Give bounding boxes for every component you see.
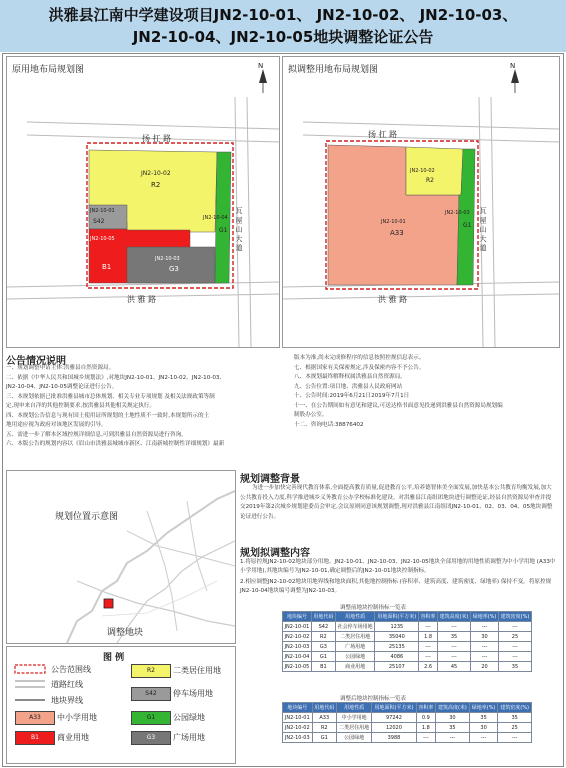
- notice-line: 十一、在公告期间如有意见和建议,可送达格书面意见投递到洪雅县自然资源局规划编: [294, 402, 503, 409]
- table-row: [283, 652, 532, 662]
- table-cell: G1: [311, 652, 335, 662]
- table-cell: JN2-10-02: [283, 723, 313, 733]
- table-row: [283, 723, 532, 733]
- table-cell: 商业用地: [335, 662, 375, 672]
- legend-label-g3: 广场用地: [173, 733, 205, 742]
- table-cell: 二类居住用地: [335, 632, 375, 642]
- notice-line: 三、本规划依据已批准洪雅县城市总体规划、相关专业专项规划 及相关法规政策等制: [6, 393, 215, 400]
- content-item-1: 1.将原控规JN2-10-02地块部分用地、JN2-10-01、JN2-10-03、JN2-10-05地块全部用地的用地性质调整为中小学用地 (A33中小学用地),其地块编号为JN2-10-01,确定调整后的JN2-10-01地块控制指标。: [240, 559, 556, 574]
- legend-swatch-g1: G1: [131, 711, 171, 725]
- table-cell: JN2-10-05: [283, 662, 312, 672]
- table-cell: 3988: [372, 733, 417, 743]
- road-right-label: 瓦 屋 山 大 道: [235, 207, 243, 251]
- table-cell: ---: [419, 642, 438, 652]
- legend-swatch-s42: S42: [131, 687, 171, 701]
- table-cell: 4086: [375, 652, 419, 662]
- label-jn02: JN2-10-02: [410, 168, 435, 174]
- table-cell: ---: [471, 622, 499, 632]
- table-header-cell: 绿地率(%): [471, 612, 499, 622]
- notice-line: 九、公告位置:项目地、洪雅县人民政府网站: [294, 383, 403, 390]
- table-cell: ---: [469, 733, 497, 743]
- table-header-cell: 用地性质: [335, 612, 375, 622]
- table-cell: 97242: [372, 713, 417, 723]
- table-row: [283, 642, 532, 652]
- legend-swatch-b1: B1: [15, 731, 55, 745]
- notice-line: 二、依据《中华人民共和国城乡规划法》,对地块JN2-10-01、JN2-10-02、JN2-10-03、: [6, 374, 226, 381]
- notice-heading: 公告情况说明: [6, 356, 66, 367]
- table-header-cell: 用地代码: [311, 612, 335, 622]
- notice-line: 制股办公室。: [294, 412, 328, 418]
- table-cell: 35: [469, 713, 497, 723]
- background-heading: 规划调整背景: [240, 474, 300, 485]
- orig-table-caption: 调整前地块控制指标一览表: [340, 605, 407, 611]
- table-header-cell: 建筑密度(%): [498, 703, 532, 713]
- label-jn03: JN2-10-03: [155, 256, 180, 262]
- legend-label-b1: 商业用地: [57, 733, 89, 742]
- notice-left-col: [6, 364, 288, 450]
- notice-line: 定,现申来自洋的其他控制要求,按洪雅县其他相关规定执行。: [6, 403, 155, 409]
- legend-title: 图 例: [103, 653, 125, 663]
- original-map-panel: [6, 56, 280, 348]
- table-cell: JN2-10-03: [283, 642, 312, 652]
- table-header-row: [283, 612, 532, 622]
- table-cell: 广场用地: [335, 642, 375, 652]
- label-s42: S42: [93, 218, 105, 225]
- table-cell: G3: [311, 642, 335, 652]
- table-cell: 1235: [375, 622, 419, 632]
- table-cell: JN2-10-01: [283, 713, 313, 723]
- table-cell: ---: [437, 652, 470, 662]
- label-jn01: JN2-10-01: [381, 219, 406, 225]
- table-cell: 25107: [375, 662, 419, 672]
- notice-right-col: [294, 354, 556, 430]
- adjusted-parcel-marker: [104, 599, 113, 608]
- table-cell: B1: [311, 662, 335, 672]
- table-cell: 45: [437, 662, 470, 672]
- notice-line: 五、需进一步了解本区域控规详细信息,可到洪雅县自然资源局进行咨询。: [6, 431, 187, 438]
- background-text: 为进一步加快完善现代教育体系,全面提高教育质量,促进教育公平,培养德智体美全面发展,加快基本公共教育均衡发展,加大公共教育投入力度,科学推进城乡义务教育公办学校标准化建设。对洪雅县江南组团地块进行调整论证,经县自然资源局审查并提交2019年第2次城乡规划建委员会审定,会议原则同意该规划调整,现对洪雅县江南组团JN2-10-01、02、03、04、05地块调整论证进行公告。: [240, 485, 553, 520]
- notice-line: 四、本规划公告信息与现有国土使用证所规划的土地性质不一致时,本规划所示的土: [6, 412, 210, 419]
- table-cell: 30: [435, 713, 469, 723]
- table-header-cell: 建筑密度(%): [498, 612, 531, 622]
- legend-swatch-a33: A33: [15, 711, 55, 725]
- label-jn04: JN2-10-04: [203, 215, 228, 221]
- legend-panel: [6, 646, 236, 764]
- page-title-line1: 洪雅县江南中学建设项目JN2-10-01、 JN2-10-02、 JN2-10-03、: [48, 6, 518, 24]
- road-bottom-label: 洪 雅 路: [378, 295, 408, 304]
- legend-label-s42: 停车场用地: [173, 689, 213, 698]
- table-cell: 25: [498, 723, 532, 733]
- background-section: [240, 470, 558, 540]
- table-cell: 公园绿地: [337, 733, 372, 743]
- table-cell: 中小学用地: [337, 713, 372, 723]
- table-cell: JN2-10-04: [283, 652, 312, 662]
- table-cell: R2: [311, 632, 335, 642]
- table-cell: 公园绿地: [335, 652, 375, 662]
- table-cell: S42: [311, 622, 335, 632]
- table-cell: 35040: [375, 632, 419, 642]
- table-cell: ---: [419, 652, 438, 662]
- notice-line: 七、根据国家有关保密规定,涉及保密内容不予公告。: [294, 364, 425, 371]
- table-cell: 社会停车场用地: [335, 622, 375, 632]
- page-title-line2: JN2-10-04、JN2-10-05地块调整论证公告: [132, 28, 434, 46]
- table-cell: 35: [435, 723, 469, 733]
- table-cell: 1.8: [419, 632, 438, 642]
- table-header-cell: 用地面积(平方米): [372, 703, 417, 713]
- content-heading: 规划拟调整内容: [240, 548, 310, 559]
- road-top-label: 扬 扛 路: [142, 134, 172, 143]
- table-cell: 1.8: [416, 723, 435, 733]
- north-arrow-icon: [511, 69, 519, 93]
- notice-line: 一、规划调整申请主体:洪雅县自然资源局。: [6, 365, 115, 371]
- table-cell: ---: [435, 733, 469, 743]
- label-g3: G3: [169, 265, 179, 273]
- table-cell: 30: [471, 632, 499, 642]
- table-cell: A33: [312, 713, 337, 723]
- table-cell: 二类居住用地: [337, 723, 372, 733]
- new-table-caption: 调整后地块控制指标一览表: [340, 696, 407, 702]
- north-label: N: [510, 62, 516, 70]
- table-cell: 25: [498, 632, 531, 642]
- proposed-map-panel: [282, 56, 560, 348]
- title-banner: [0, 0, 566, 52]
- table-cell: ---: [498, 733, 532, 743]
- label-g1: G1: [463, 222, 472, 229]
- table-cell: ---: [498, 652, 531, 662]
- notice-line: 十二、咨询电话:38876402: [294, 421, 364, 428]
- table-row: [283, 662, 532, 672]
- label-a33: A33: [390, 229, 404, 237]
- proposed-map-title: 拟调整用地布局规划图: [288, 65, 379, 75]
- north-arrow-icon: [259, 69, 267, 93]
- table-cell: 25135: [375, 642, 419, 652]
- location-map: [7, 471, 235, 643]
- content-section: [240, 544, 558, 600]
- label-jn02: JN2-10-02: [141, 170, 171, 177]
- notice-line: 八、本规划最终解释权属洪雅县自然资源局。: [294, 374, 406, 380]
- new-index-table: [282, 702, 532, 743]
- table-cell: ---: [498, 642, 531, 652]
- notice-line: JN2-10-04、JN2-10-05调整论证进行公告。: [6, 384, 118, 390]
- table-cell: ---: [498, 622, 531, 632]
- table-cell: ---: [471, 642, 499, 652]
- location-map-title: 规划位置示意图: [55, 512, 119, 522]
- legend-label-boundary: 公告范围线: [51, 665, 91, 674]
- table-cell: 35: [437, 632, 470, 642]
- table-cell: JN2-10-01: [283, 622, 312, 632]
- label-jn03: JN2-10-03: [445, 210, 470, 216]
- table-header-cell: 地块编号: [283, 612, 312, 622]
- table-header-cell: 建筑高度(米): [435, 703, 469, 713]
- table-header-cell: 地块编号: [283, 703, 313, 713]
- notice-section: [6, 352, 558, 468]
- label-r2: R2: [151, 181, 161, 189]
- road-right-label: 瓦 屋 山 大 道: [479, 207, 487, 251]
- table-cell: ---: [437, 622, 470, 632]
- table-header-row: [283, 703, 532, 713]
- content-item-2: 2.相应调整JN2-10-02地块用地界线和地块面积,其他地控制指标 (容积率、建筑高度、建筑密度、绿地率) 保持不变。将原控规JN2-10-04地块编号调整为JN2-10-03。: [240, 579, 552, 594]
- table-header-cell: 绿地率(%): [469, 703, 497, 713]
- table-cell: ---: [471, 652, 499, 662]
- table-cell: 20: [471, 662, 499, 672]
- legend-swatch-g3: G3: [131, 731, 171, 745]
- table-row: [283, 622, 532, 632]
- table-cell: 12020: [372, 723, 417, 733]
- label-jn01: JN2-10-01: [90, 208, 115, 214]
- proposed-map: [283, 57, 559, 347]
- table-cell: G1: [312, 733, 337, 743]
- location-label: 调整地块: [107, 628, 144, 638]
- legend-label-a33: 中小学用地: [57, 713, 97, 722]
- label-g1: G1: [219, 227, 228, 234]
- orig-index-table: [282, 611, 532, 672]
- table-cell: 2.6: [419, 662, 438, 672]
- legend-swatch-r2: R2: [131, 664, 171, 678]
- road-bottom-label: 洪 雅 路: [127, 295, 157, 304]
- table-cell: 0.9: [416, 713, 435, 723]
- table-cell: ---: [419, 622, 438, 632]
- table-row: [283, 632, 532, 642]
- table-cell: ---: [437, 642, 470, 652]
- road-top-label: 扬 扛 路: [368, 130, 398, 139]
- notice-line: 十、公告时间:2019年6月21日2019年7月1日: [294, 393, 410, 399]
- table-header-cell: 建筑高度(米): [437, 612, 470, 622]
- label-jn05: JN2-10-05: [90, 236, 115, 242]
- legend-label-parcel-line: 地块界线: [51, 696, 83, 705]
- original-map: [7, 57, 279, 347]
- table-cell: JN2-10-03: [283, 733, 313, 743]
- table-row: [283, 733, 532, 743]
- table-cell: 35: [498, 713, 532, 723]
- notice-line: 地用途应视为政府对该地区发展的引导。: [6, 422, 107, 428]
- notice-line: 版本为准,尚未完成修程序的信息按照控规信息表示。: [294, 355, 425, 361]
- original-map-title: 原用地布局规划图: [12, 65, 85, 75]
- legend-label-g1: 公园绿地: [173, 713, 205, 722]
- table-header-cell: 容积率: [419, 612, 438, 622]
- north-label: N: [258, 62, 264, 70]
- table-cell: 35: [498, 662, 531, 672]
- table-cell: JN2-10-02: [283, 632, 312, 642]
- table-header-cell: 用地面积(平方米): [375, 612, 419, 622]
- legend-label-r2: 二类居住用地: [173, 666, 221, 675]
- legend-label-road: 道路红线: [51, 680, 83, 689]
- label-b1: B1: [102, 263, 112, 271]
- location-map-panel: [6, 470, 236, 644]
- table-row: [283, 713, 532, 723]
- label-r2: R2: [426, 177, 434, 184]
- table-cell: 30: [469, 723, 497, 733]
- table-header-cell: 用地代码: [312, 703, 337, 713]
- notice-line: 六、本版公告的规划内容以《眉山市洪雅县城城市新区、江南新城控制性详细规划》最新: [6, 441, 225, 447]
- table-cell: ---: [416, 733, 435, 743]
- table-cell: R2: [312, 723, 337, 733]
- table-header-cell: 用地性质: [337, 703, 372, 713]
- table-header-cell: 容积率: [416, 703, 435, 713]
